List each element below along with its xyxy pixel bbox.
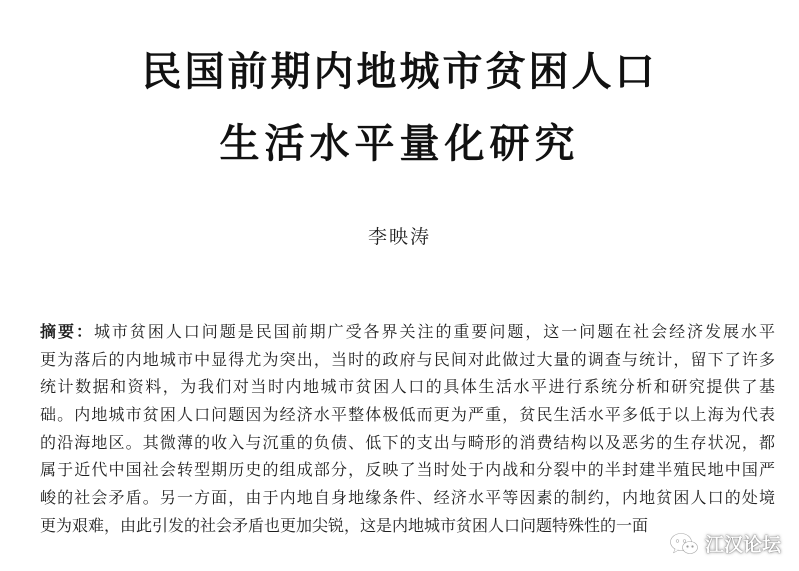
abstract-line-1 bbox=[40, 318, 775, 346]
abstract-line-8: 更为艰难，由此引发的社会矛盾也更加尖锐，这是内地城市贫困人口问题特殊性的一面 bbox=[40, 515, 649, 535]
abstract-line-5: 的沿海地区。其微薄的收入与沉重的负债、低下的支出与畸形的消费结构以及恶劣的生存状况，都 bbox=[40, 432, 775, 452]
abstract-line-7: 峻的社会矛盾。另一方面，由于内地自身地缘条件、经济水平等因素的制约，内地贫困人口的处境 bbox=[40, 488, 775, 508]
abstract-line-6: 属于近代中国社会转型期历史的组成部分，反映了当时处于内战和分裂中的半封建半殖民地中国严 bbox=[40, 460, 775, 480]
abstract-line-4: 础。内地城市贫困人口问题因为经济水平整体极低而更为严重，贫民生活水平多低于以上海为代表 bbox=[40, 405, 775, 425]
paper-title-line-1: 民国前期内地城市贫困人口 bbox=[141, 49, 658, 95]
watermark bbox=[669, 530, 781, 557]
paper-title-line-2: 生活水平量化研究 bbox=[219, 121, 580, 167]
abstract-line-2: 更为落后的内地城市中显得尤为突出，当时的政府与民间对此做过大量的调查与统计，留下了许多 bbox=[40, 349, 775, 369]
author-name: 李映涛 bbox=[367, 226, 431, 248]
abstract-text: 城市贫困人口问题是民国前期广受各界关注的重要问题，这一问题在社会经济发展水平 bbox=[93, 322, 775, 341]
abstract-line-3: 统计数据和资料，为我们对当时内地城市贫困人口的具体生活水平进行系统分析和研究提供了基 bbox=[40, 377, 775, 397]
watermark-text: 江汉论坛 bbox=[704, 534, 781, 556]
abstract bbox=[40, 318, 775, 540]
wechat-icon bbox=[669, 531, 699, 557]
abstract-label: 摘要： bbox=[40, 322, 94, 341]
